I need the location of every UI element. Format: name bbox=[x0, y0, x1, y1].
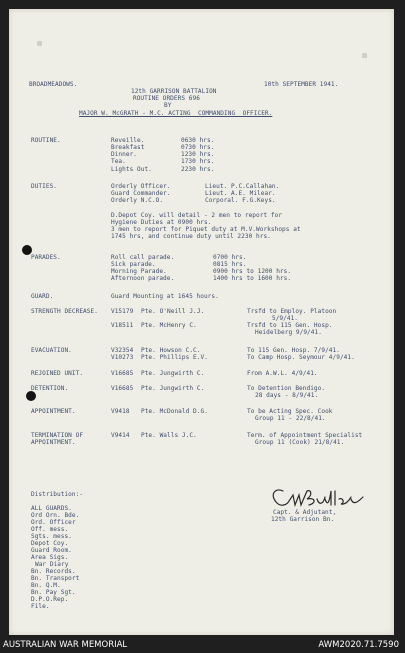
entry-text: Trsfd to 115 Gen. Hosp. bbox=[247, 322, 333, 329]
section-label: STRENGTH DECREASE. bbox=[31, 308, 98, 315]
distribution-item: Sgts. mess. bbox=[31, 533, 72, 540]
duty-role: Orderly Officer. bbox=[111, 183, 171, 190]
section-label: REJOINED UNIT. bbox=[31, 370, 84, 377]
section-label: GUARD. bbox=[31, 293, 54, 300]
staple-mark bbox=[37, 41, 42, 46]
duty-name: Corporal. F.G.Keys. bbox=[205, 197, 276, 204]
routine-item: Dinner. bbox=[111, 151, 138, 158]
distribution-item: Area Sigs. bbox=[31, 554, 69, 561]
section-label: DUTIES. bbox=[31, 183, 58, 190]
duty-note: 3 men to report for Piquet duty at M.V.Workshops at bbox=[111, 226, 301, 233]
routine-time: 0730 hrs. bbox=[181, 144, 215, 151]
entry-text: 5/9/41. bbox=[272, 315, 299, 322]
entry-text: Heidelberg 9/9/41. bbox=[255, 329, 322, 336]
service-number: V18511 bbox=[111, 322, 134, 329]
duty-note: D.Depot Coy. will detail - 2 men to report for bbox=[111, 212, 283, 219]
parade-time: 0700 hrs. bbox=[213, 254, 247, 261]
footer-institution: AUSTRALIAN WAR MEMORIAL bbox=[3, 640, 128, 650]
soldier-name: Pte. Jungwirth C. bbox=[141, 370, 205, 377]
parade-item: Roll call parade. bbox=[111, 254, 175, 261]
section-label: EVACUATION. bbox=[31, 347, 72, 354]
soldier-name: Pte. Jungwirth C. bbox=[141, 385, 205, 392]
section-label: DETENTION. bbox=[31, 385, 69, 392]
signatory-unit: 12th Garrison Bn. bbox=[271, 516, 335, 523]
routine-item: Breakfast bbox=[111, 144, 145, 151]
heading-line: 12th GARRISON BATTALION bbox=[131, 88, 217, 95]
staple-mark bbox=[362, 53, 367, 58]
soldier-name: Pte. Phillips E.V. bbox=[141, 354, 208, 361]
heading-line: MAJOR W. McGRATH - M.C. ACTING COMMANDING OFFICER. bbox=[79, 110, 273, 117]
service-number: V9418 bbox=[111, 408, 130, 415]
service-number: V15179 bbox=[111, 308, 134, 315]
parade-item: Afternoon parade. bbox=[111, 275, 175, 282]
parade-item: Morning Parade. bbox=[111, 268, 167, 275]
routine-item: Reveille. bbox=[111, 137, 145, 144]
footer-bar bbox=[0, 637, 405, 653]
section-label: APPOINTMENT. bbox=[31, 439, 76, 446]
entry-text: To 115 Gen. Hosp. 7/9/41. bbox=[247, 347, 340, 354]
duty-name: Lieut. A.E. Milear. bbox=[205, 190, 276, 197]
section-label: APPOINTMENT. bbox=[31, 408, 76, 415]
heading-line: ROUTINE ORDERS 696 bbox=[133, 95, 200, 102]
distribution-label: Distribution:- bbox=[31, 491, 84, 498]
service-number: V10273 bbox=[111, 354, 134, 361]
footer-catalogue-id: AWM2020.71.7590 bbox=[318, 640, 399, 650]
distribution-item: Depot Coy. bbox=[31, 540, 69, 547]
routine-item: Tea. bbox=[111, 158, 126, 165]
punch-hole bbox=[26, 391, 36, 401]
entry-text: Group 11 - 22/8/41. bbox=[255, 415, 326, 422]
entry-text: Term. of Appointment Specialist bbox=[247, 432, 363, 439]
distribution-item: War Diary bbox=[35, 561, 69, 568]
soldier-name: Pte. McHenry C. bbox=[141, 322, 197, 329]
distribution-item: Bn. Transport bbox=[31, 575, 80, 582]
distribution-item: Ord. Officer bbox=[31, 519, 76, 526]
entry-text: From A.W.L. 4/9/41. bbox=[247, 370, 318, 377]
parade-time: 1400 hrs to 1600 hrs. bbox=[213, 275, 292, 282]
entry-text: To Detention Bendigo. bbox=[247, 385, 326, 392]
duty-note: 1745 hrs, and continue duty until 2230 hrs. bbox=[111, 233, 271, 240]
heading-line: BY bbox=[164, 102, 172, 109]
section-label: ROUTINE. bbox=[31, 137, 61, 144]
distribution-item: File. bbox=[31, 603, 50, 610]
entry-text: Trsfd to Employ. Platoon bbox=[247, 308, 337, 315]
distribution-item: Ord Orn. Bde. bbox=[31, 512, 80, 519]
parade-time: 0815 hrs. bbox=[213, 261, 247, 268]
routine-item: Lights Out. bbox=[111, 166, 152, 173]
duty-note: Hygiene Duties at 0900 hrs. bbox=[111, 219, 212, 226]
service-number: V32354 bbox=[111, 347, 134, 354]
duty-name: Lieut. P.C.Callahan. bbox=[205, 183, 280, 190]
soldier-name: Pte. Walls J.C. bbox=[141, 432, 197, 439]
parade-item: Sick parade. bbox=[111, 261, 156, 268]
distribution-item: Bn. Records. bbox=[31, 568, 76, 575]
signatory-title: Capt. & Adjutant, bbox=[273, 509, 337, 516]
document-page bbox=[9, 9, 394, 635]
entry-text: Group 11 (Cook) 21/8/41. bbox=[255, 439, 345, 446]
section-label: TERMINATION OF bbox=[31, 432, 84, 439]
duty-role: Orderly N.C.O. bbox=[111, 197, 164, 204]
entry-text: To Camp Hosp. Seymour 4/9/41. bbox=[247, 354, 355, 361]
duty-role: Guard Commander. bbox=[111, 190, 171, 197]
routine-time: 1230 hrs. bbox=[181, 151, 215, 158]
section-label: PARADES. bbox=[31, 254, 61, 261]
soldier-name: Pte. McDonald D.G. bbox=[141, 408, 208, 415]
distribution-item: Guard Room. bbox=[31, 547, 72, 554]
soldier-name: Pte. O'Neill J.J. bbox=[141, 308, 205, 315]
entry-text: To be Acting Spec. Cook bbox=[247, 408, 333, 415]
service-number: V16685 bbox=[111, 385, 134, 392]
soldier-name: Pte. Howson C.C. bbox=[141, 347, 201, 354]
routine-time: 2230 hrs. bbox=[181, 166, 215, 173]
distribution-item: Off. mess. bbox=[31, 526, 69, 533]
distribution-item: D.P.O.Rep. bbox=[31, 596, 69, 603]
distribution-item: Bn. Q.M. bbox=[31, 582, 61, 589]
guard-text: Guard Mounting at 1645 hours. bbox=[111, 293, 219, 300]
service-number: V16685 bbox=[111, 370, 134, 377]
service-number: V9414 bbox=[111, 432, 130, 439]
parade-time: 0900 hrs to 1200 hrs. bbox=[213, 268, 292, 275]
routine-time: 1730 hrs. bbox=[181, 158, 215, 165]
entry-text: 28 days - 8/9/41. bbox=[255, 392, 319, 399]
file-reference: BROADMEADOWS. bbox=[29, 81, 78, 88]
routine-time: 0630 hrs. bbox=[181, 137, 215, 144]
distribution-item: ALL GUARDS. bbox=[31, 505, 72, 512]
document-date: 10th SEPTEMBER 1941. bbox=[264, 81, 339, 88]
distribution-item: Bn. Pay Sgt. bbox=[31, 589, 76, 596]
